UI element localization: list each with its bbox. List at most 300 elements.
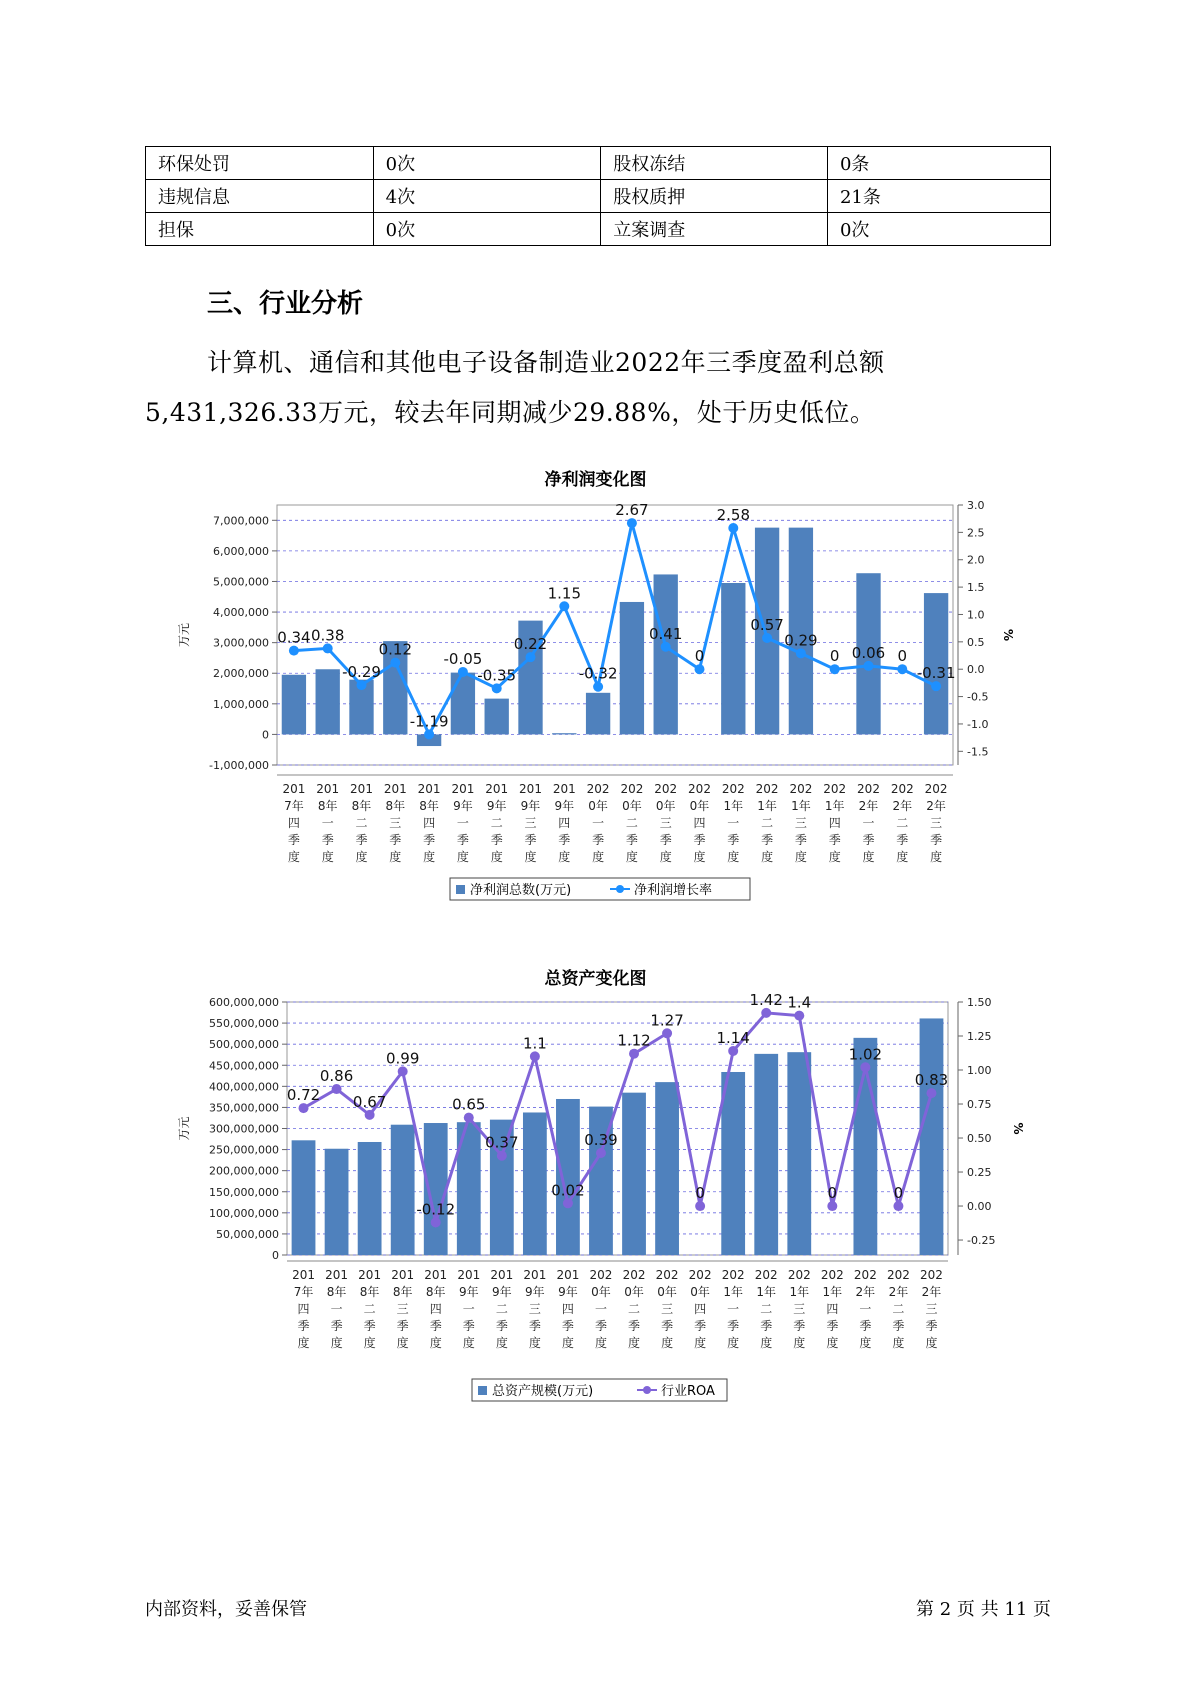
line-point	[662, 1028, 672, 1038]
y-tick-label: 450,000,000	[209, 1059, 279, 1073]
data-label: -0.29	[342, 663, 381, 682]
x-tick-label: 8年	[392, 1285, 413, 1299]
x-tick-label: 二	[363, 1302, 376, 1316]
chart-title-net-profit: 净利润变化图	[544, 470, 647, 490]
x-tick-label: 度	[456, 850, 469, 864]
line-point	[661, 642, 671, 652]
x-tick-label: 季	[625, 833, 638, 847]
data-label: -0.12	[416, 1200, 456, 1219]
y-tick-label: 100,000,000	[209, 1206, 279, 1220]
data-label: 1.15	[547, 584, 582, 603]
x-tick-label: 一	[462, 1302, 475, 1316]
x-tick-label: 季	[321, 833, 334, 847]
x-tick-label: 四	[423, 816, 436, 830]
x-tick-label: 度	[793, 1336, 806, 1350]
legend-bar-label: 总资产规模(万元)	[492, 1384, 594, 1399]
x-tick-label: 二	[495, 1302, 508, 1316]
x-tick-label: 202	[654, 782, 678, 796]
line-point	[526, 652, 536, 662]
x-tick-label: 1年	[757, 799, 777, 813]
data-label: 0	[897, 647, 908, 666]
table-cell: 0次	[373, 213, 601, 246]
y-tick-label: 2,000,000	[213, 667, 269, 681]
x-tick-label: 202	[688, 782, 711, 796]
line-point	[323, 643, 333, 653]
y2-axis-title: %	[1001, 628, 1015, 642]
bar	[620, 602, 644, 734]
x-tick-label: 201	[292, 1268, 315, 1282]
legend-line-label: 行业ROA	[661, 1384, 715, 1399]
y-axis-title: 万元	[177, 1116, 191, 1141]
table-row	[146, 147, 1051, 180]
data-label: 0	[827, 1184, 838, 1203]
x-tick-label: 度	[628, 1336, 641, 1350]
x-tick-label: 季	[297, 1319, 310, 1333]
line-point	[593, 682, 603, 692]
x-tick-label: 季	[592, 833, 605, 847]
x-tick-label: 1年	[824, 799, 845, 813]
bar	[721, 1072, 745, 1255]
line-point	[931, 681, 941, 691]
y-tick-label: 0	[262, 728, 269, 742]
x-tick-label: 度	[558, 850, 571, 864]
data-label: 0.37	[485, 1133, 519, 1152]
bar	[282, 675, 306, 735]
data-label: 1.12	[617, 1031, 651, 1050]
x-tick-label: 四	[297, 1302, 310, 1316]
x-tick-label: 四	[287, 816, 300, 830]
x-tick-label: 202	[620, 782, 644, 796]
x-tick-label: 季	[727, 833, 740, 847]
line-point	[332, 1084, 342, 1094]
y2-tick-label: 0.75	[967, 1098, 992, 1112]
data-label: 0.57	[750, 616, 784, 635]
data-label: 0.12	[378, 640, 413, 659]
y-tick-label: 350,000,000	[209, 1101, 279, 1115]
x-tick-label: 202	[754, 1268, 778, 1282]
y2-axis-title: %	[1011, 1122, 1025, 1135]
x-tick-label: 二	[355, 816, 368, 830]
x-tick-label: 度	[355, 850, 368, 864]
line-point	[761, 1008, 771, 1018]
x-tick-label: 季	[423, 833, 436, 847]
data-label: 1.02	[848, 1045, 883, 1064]
x-tick-label: 三	[661, 1302, 674, 1316]
x-tick-label: 三	[925, 1302, 938, 1316]
y2-tick-label: -1.0	[967, 717, 989, 731]
line-point	[530, 1051, 540, 1061]
x-tick-label: 度	[930, 850, 943, 864]
x-tick-label: 2年	[858, 799, 879, 813]
plot-area	[277, 505, 953, 765]
x-tick-label: 季	[925, 1319, 938, 1333]
data-label: -0.05	[443, 649, 483, 668]
chart-title-total-assets: 总资产变化图	[544, 969, 647, 989]
x-tick-label: 8年	[351, 799, 372, 813]
line-point	[827, 1201, 837, 1211]
y-tick-label: 1,000,000	[213, 697, 269, 711]
x-tick-label: 9年	[554, 799, 575, 813]
x-tick-label: 季	[355, 833, 368, 847]
x-tick-label: 8年	[425, 1285, 446, 1299]
x-tick-label: 201	[519, 782, 542, 796]
x-tick-label: 度	[363, 1336, 376, 1350]
x-tick-label: 季	[528, 1319, 541, 1333]
x-tick-label: 202	[655, 1268, 679, 1282]
data-label: 0.67	[352, 1092, 387, 1111]
x-tick-label: 一	[456, 816, 469, 830]
legend-line-marker	[616, 885, 624, 893]
x-tick-label: 8年	[326, 1285, 347, 1299]
x-tick-label: 一	[859, 1302, 872, 1316]
line-point	[398, 1066, 408, 1076]
x-tick-label: 202	[920, 1268, 943, 1282]
x-tick-label: 三	[793, 1302, 806, 1316]
y-tick-label: 600,000,000	[209, 996, 279, 1009]
legend-line-label: 净利润增长率	[634, 883, 713, 898]
bar	[292, 1140, 316, 1255]
y-tick-label: 6,000,000	[213, 544, 269, 558]
x-tick-label: 季	[456, 833, 469, 847]
line-point	[796, 648, 806, 658]
y-tick-label: 250,000,000	[209, 1143, 279, 1157]
x-tick-label: 202	[787, 1268, 811, 1282]
x-tick-label: 7年	[284, 799, 304, 813]
data-label: 0.06	[851, 643, 886, 662]
bar	[451, 673, 475, 735]
data-label: -0.32	[578, 664, 618, 683]
x-tick-label: 四	[561, 1302, 574, 1316]
paragraph-line-2: 5,431,326.33万元，较去年同期减少29.88%，处于历史低位。	[145, 398, 876, 427]
x-tick-label: 一	[727, 816, 740, 830]
x-tick-label: 季	[794, 833, 807, 847]
line-point	[627, 518, 637, 528]
x-tick-label: 季	[859, 1319, 872, 1333]
x-tick-label: 8年	[385, 799, 406, 813]
x-tick-label: 8年	[317, 799, 338, 813]
x-tick-label: 度	[661, 1336, 674, 1350]
table-cell: 环保处罚	[146, 147, 374, 180]
data-label: -0.35	[477, 666, 517, 685]
x-tick-label: 季	[760, 1319, 773, 1333]
x-tick-label: 三	[396, 1302, 409, 1316]
y-tick-label: 3,000,000	[213, 636, 269, 650]
x-tick-label: 2年	[926, 799, 946, 813]
table-cell: 21条	[827, 180, 1050, 213]
x-tick-label: 度	[423, 850, 436, 864]
x-tick-label: 201	[451, 782, 475, 796]
x-tick-label: 0年	[622, 799, 642, 813]
line-point	[864, 661, 874, 671]
bar	[586, 693, 610, 735]
line-point	[860, 1062, 870, 1072]
bar	[552, 733, 576, 734]
bar	[485, 699, 509, 735]
bar	[325, 1149, 349, 1255]
x-tick-label: 9年	[520, 799, 541, 813]
data-label: 0.72	[286, 1086, 321, 1105]
line-point	[728, 1046, 738, 1056]
table-cell: 0次	[373, 147, 601, 180]
x-tick-label: 季	[558, 833, 571, 847]
x-tick-label: 一	[594, 1302, 607, 1316]
table-cell: 违规信息	[146, 180, 374, 213]
x-tick-label: 度	[892, 1336, 905, 1350]
x-tick-label: 0年	[690, 1285, 710, 1299]
x-tick-label: 度	[862, 850, 875, 864]
line-point	[893, 1201, 903, 1211]
y-tick-label: 200,000,000	[209, 1164, 279, 1178]
x-tick-label: 季	[429, 1319, 442, 1333]
table-cell: 0条	[827, 147, 1050, 180]
x-tick-label: 季	[793, 1319, 806, 1333]
y-tick-label: 4,000,000	[213, 606, 269, 620]
line-point	[762, 633, 772, 643]
x-tick-label: 度	[287, 850, 300, 864]
data-label: 0.39	[584, 1130, 618, 1149]
x-tick-label: 度	[429, 1336, 442, 1350]
line-point	[926, 1088, 936, 1098]
data-label: 0.41	[648, 624, 683, 643]
line-point	[299, 1103, 309, 1113]
data-label: 2.67	[615, 501, 649, 520]
x-tick-label: 202	[688, 1268, 712, 1282]
x-tick-label: 二	[760, 1302, 773, 1316]
x-tick-label: 度	[490, 850, 503, 864]
x-tick-label: 季	[693, 833, 706, 847]
x-tick-label: 201	[350, 782, 373, 796]
x-tick-label: 201	[282, 782, 306, 796]
total-assets-chart	[0, 990, 1191, 1410]
data-label: 0.34	[277, 628, 311, 647]
data-label: -1.19	[409, 712, 449, 731]
data-label: 1.42	[749, 990, 783, 1009]
x-tick-label: 季	[727, 1319, 740, 1333]
x-tick-label: 度	[495, 1336, 508, 1350]
x-tick-label: 202	[890, 782, 914, 796]
x-tick-label: 1年	[723, 1285, 743, 1299]
x-tick-label: 度	[828, 850, 841, 864]
x-tick-label: 三	[389, 816, 402, 830]
x-tick-label: 季	[862, 833, 875, 847]
y2-tick-label: 1.5	[967, 581, 985, 595]
net-profit-chart	[0, 490, 1191, 910]
x-tick-label: 季	[287, 833, 300, 847]
y2-tick-label: 1.00	[967, 1064, 992, 1078]
x-tick-label: 三	[528, 1302, 541, 1316]
x-tick-label: 0年	[655, 799, 676, 813]
y-tick-label: 0	[272, 1249, 279, 1262]
x-tick-label: 度	[794, 850, 807, 864]
x-tick-label: 7年	[293, 1285, 314, 1299]
x-tick-label: 三	[930, 816, 943, 830]
data-label: 0.02	[551, 1181, 585, 1200]
line-point	[695, 664, 705, 674]
bar	[721, 583, 745, 734]
table-cell: 担保	[146, 213, 374, 246]
x-tick-label: 9年	[492, 1285, 512, 1299]
data-label: 1.14	[716, 1028, 750, 1047]
x-tick-label: 9年	[458, 1285, 479, 1299]
x-tick-label: 三	[524, 816, 537, 830]
y2-tick-label: 1.50	[967, 996, 992, 1009]
x-tick-label: 季	[628, 1319, 641, 1333]
y2-tick-label: 1.0	[967, 608, 985, 622]
x-tick-label: 0年	[689, 799, 710, 813]
x-tick-label: 202	[857, 782, 880, 796]
line-point	[629, 1049, 639, 1059]
data-label: 2.58	[716, 505, 751, 524]
bar	[622, 1093, 646, 1255]
x-tick-label: 季	[761, 833, 774, 847]
table-cell: 股权质押	[601, 180, 828, 213]
x-tick-label: 季	[561, 1319, 574, 1333]
line-point	[289, 646, 299, 656]
x-tick-label: 季	[659, 833, 672, 847]
data-label: 0	[695, 1184, 705, 1203]
x-tick-label: 201	[523, 1268, 547, 1282]
line-point	[794, 1011, 804, 1021]
x-tick-label: 一	[592, 816, 605, 830]
line-point	[424, 729, 434, 739]
x-tick-label: 二	[628, 1302, 641, 1316]
data-label: -0.31	[916, 664, 956, 683]
line-point	[497, 1151, 507, 1161]
data-label: 0.65	[452, 1095, 486, 1114]
x-tick-label: 季	[828, 833, 841, 847]
x-tick-label: 二	[892, 1302, 905, 1316]
bar	[391, 1125, 415, 1255]
x-tick-label: 0年	[591, 1285, 611, 1299]
bar	[654, 574, 678, 734]
x-tick-label: 季	[896, 833, 909, 847]
x-tick-label: 9年	[486, 799, 507, 813]
y2-tick-label: -1.5	[967, 745, 989, 759]
x-tick-label: 度	[693, 850, 706, 864]
x-tick-label: 季	[661, 1319, 674, 1333]
x-tick-label: 201	[490, 1268, 514, 1282]
table-row	[146, 180, 1051, 213]
x-tick-label: 度	[896, 850, 909, 864]
x-tick-label: 度	[297, 1336, 310, 1350]
bar	[523, 1112, 547, 1255]
x-tick-label: 2年	[888, 1285, 909, 1299]
x-tick-label: 0年	[657, 1285, 677, 1299]
x-tick-label: 季	[462, 1319, 475, 1333]
x-tick-label: 1年	[791, 799, 811, 813]
data-label: 0	[829, 647, 840, 666]
table-cell: 0次	[827, 213, 1050, 246]
y-tick-label: -1,000,000	[209, 759, 269, 772]
x-tick-label: 201	[417, 782, 441, 796]
legend-bar-swatch	[478, 1386, 487, 1395]
y-tick-label: 150,000,000	[209, 1185, 279, 1199]
x-tick-label: 度	[594, 1336, 607, 1350]
line-point	[695, 1201, 705, 1211]
x-tick-label: 季	[930, 833, 943, 847]
x-tick-label: 1年	[822, 1285, 843, 1299]
x-tick-label: 9年	[453, 799, 473, 813]
y-tick-label: 550,000,000	[209, 1017, 279, 1031]
bar	[754, 1054, 778, 1255]
x-tick-label: 度	[396, 1336, 409, 1350]
legend-line-marker	[643, 1386, 651, 1394]
x-tick-label: 202	[721, 782, 745, 796]
x-tick-label: 二	[625, 816, 638, 830]
x-tick-label: 一	[727, 1302, 740, 1316]
page-number: 第 2 页 共 11 页	[916, 1599, 1051, 1620]
data-label: 0.29	[784, 631, 818, 650]
table-cell: 立案调查	[601, 213, 828, 246]
x-tick-label: 一	[862, 816, 875, 830]
x-tick-label: 202	[721, 1268, 745, 1282]
x-tick-label: 度	[330, 1336, 343, 1350]
line-point	[390, 658, 400, 668]
x-tick-label: 201	[552, 782, 576, 796]
x-tick-label: 季	[892, 1319, 905, 1333]
x-tick-label: 201	[358, 1268, 382, 1282]
table-cell: 4次	[373, 180, 601, 213]
data-label: 0.83	[914, 1071, 949, 1090]
x-tick-label: 1年	[756, 1285, 777, 1299]
data-label: 1.4	[787, 993, 812, 1012]
data-label: 0.22	[513, 635, 548, 654]
line-point	[897, 664, 907, 674]
x-tick-label: 201	[391, 1268, 415, 1282]
bar	[787, 1052, 811, 1255]
x-tick-label: 一	[321, 816, 334, 830]
data-label: 0	[694, 647, 705, 666]
x-tick-label: 2年	[892, 799, 913, 813]
line-point	[464, 1113, 474, 1123]
x-tick-label: 202	[886, 1268, 910, 1282]
y2-tick-label: 0.00	[967, 1200, 992, 1214]
x-tick-label: 1年	[723, 799, 744, 813]
line-point	[830, 664, 840, 674]
x-tick-label: 度	[694, 1336, 707, 1350]
bar	[316, 669, 340, 734]
x-tick-label: 四	[828, 816, 841, 830]
x-tick-label: 202	[823, 782, 847, 796]
legend-bar-label: 净利润总数(万元)	[470, 883, 572, 898]
x-tick-label: 202	[789, 782, 813, 796]
x-tick-label: 季	[826, 1319, 839, 1333]
data-label: 0.99	[385, 1049, 420, 1068]
table-cell: 股权冻结	[601, 147, 828, 180]
x-tick-label: 季	[490, 833, 503, 847]
x-tick-label: 季	[524, 833, 537, 847]
x-tick-label: 201	[556, 1268, 580, 1282]
x-tick-label: 201	[316, 782, 340, 796]
data-label: 0.86	[319, 1067, 354, 1086]
x-tick-label: 度	[826, 1336, 839, 1350]
y2-tick-label: 0.5	[967, 635, 985, 649]
x-tick-label: 四	[558, 816, 571, 830]
x-tick-label: 度	[727, 1336, 740, 1350]
data-label: 0.38	[310, 626, 345, 645]
footer-confidential-note: 内部资料，妥善保管	[145, 1599, 307, 1620]
y-tick-label: 400,000,000	[209, 1080, 279, 1094]
line-point	[563, 1198, 573, 1208]
line-point	[596, 1148, 606, 1158]
x-tick-label: 季	[495, 1319, 508, 1333]
x-tick-label: 201	[424, 1268, 448, 1282]
y-tick-label: 5,000,000	[213, 575, 269, 589]
x-tick-label: 202	[586, 782, 610, 796]
x-tick-label: 202	[755, 782, 779, 796]
x-tick-label: 度	[760, 1336, 773, 1350]
x-tick-label: 度	[462, 1336, 475, 1350]
